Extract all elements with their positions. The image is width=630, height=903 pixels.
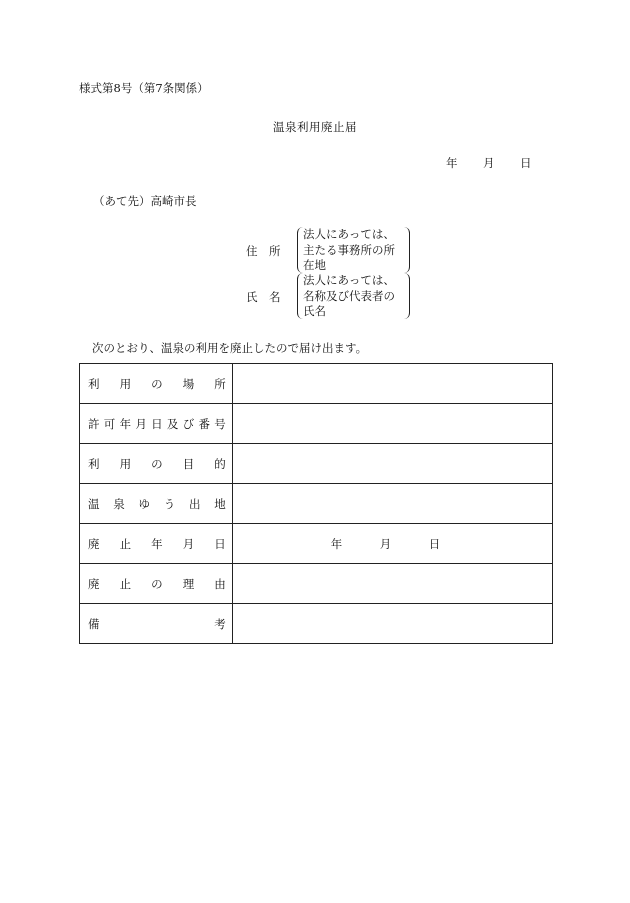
row-label-char: 用 <box>119 376 132 391</box>
row-label-char: 用 <box>119 456 132 471</box>
row-label-char: 温 <box>88 496 100 511</box>
row-label-cell <box>80 604 233 644</box>
address-note-line: 法人にあっては、 <box>303 227 395 241</box>
row-value-cell[interactable] <box>232 444 552 484</box>
row-value-cell[interactable] <box>232 524 552 564</box>
document-title: 温泉利用廃止届 <box>273 120 357 134</box>
table-row-abolition-reason <box>80 564 553 604</box>
row-label-char: 可 <box>103 416 116 431</box>
row-label-char: 止 <box>119 576 132 591</box>
row-label-char: 年 <box>119 416 132 431</box>
row-label-char: 廃 <box>88 536 100 551</box>
row-label-char: 考 <box>214 616 226 631</box>
name-label-char: 氏 <box>246 290 258 304</box>
address-label-char: 住 <box>246 244 258 258</box>
row-label-char: の <box>151 376 163 391</box>
date-day-label: 日 <box>520 156 532 170</box>
row-value-cell[interactable] <box>232 484 552 524</box>
table-row-remarks <box>80 604 553 644</box>
row-label-char: 月 <box>135 416 147 431</box>
row-label-char: 由 <box>214 576 226 591</box>
row-label-cell <box>80 444 233 484</box>
address-note-bracket <box>297 227 410 273</box>
date-month-label: 月 <box>483 156 495 170</box>
row-value-cell[interactable] <box>232 404 552 444</box>
abolition-date-month-label: 月 <box>379 536 392 551</box>
row-value-cell[interactable] <box>232 364 552 404</box>
row-label-char: 場 <box>182 376 195 391</box>
table-row-usage-location <box>80 364 553 404</box>
row-label-char: の <box>151 576 163 591</box>
address-label <box>246 243 281 259</box>
row-label-char: の <box>151 456 163 471</box>
row-label-char: 泉 <box>113 496 125 511</box>
form-number: 様式第8号（第7条関係） <box>79 81 209 95</box>
name-label-char: 名 <box>269 290 281 304</box>
row-label-char: 年 <box>151 536 163 551</box>
abolition-info-table <box>79 363 553 644</box>
date-year-label: 年 <box>446 156 458 170</box>
row-label-char: 日 <box>214 536 226 551</box>
name-note-line: 名称及び代表者の <box>303 288 395 303</box>
row-label-char: 及 <box>166 416 179 431</box>
name-note-bracket <box>297 273 410 319</box>
table-row-usage-purpose <box>80 444 553 484</box>
row-label-cell <box>80 564 233 604</box>
row-label <box>80 616 232 632</box>
row-label-cell <box>80 524 233 564</box>
row-label-char: 理 <box>182 576 195 591</box>
abolition-date-year-label: 年 <box>330 536 343 551</box>
row-label-char: 所 <box>214 376 226 391</box>
row-label-char: 止 <box>119 536 132 551</box>
name-label <box>246 289 281 305</box>
row-label-char: 出 <box>189 496 201 511</box>
row-label <box>80 576 232 592</box>
row-label-char: 的 <box>214 456 226 471</box>
row-label <box>80 456 232 472</box>
row-label-cell <box>80 364 233 404</box>
table-row-permit-date-number <box>80 404 553 444</box>
row-label-char: 地 <box>214 496 226 511</box>
table-row-abolition-date <box>80 524 553 564</box>
row-label-char: 月 <box>182 536 195 551</box>
abolition-date-value <box>233 536 552 552</box>
row-label-char: 許 <box>88 416 100 431</box>
table-row-spring-source <box>80 484 553 524</box>
row-label-char: 目 <box>182 456 195 471</box>
row-label-char: 日 <box>151 416 163 431</box>
row-label <box>80 416 232 432</box>
row-label-char: 号 <box>214 416 226 431</box>
abolition-date-day-label: 日 <box>428 536 441 551</box>
row-label-cell <box>80 404 233 444</box>
name-note-line: 法人にあっては、 <box>303 273 395 287</box>
row-label <box>80 496 232 512</box>
row-label-char: 備 <box>88 616 100 631</box>
row-label-char: ゆ <box>138 496 150 511</box>
row-label <box>80 536 232 552</box>
row-value-cell[interactable] <box>232 564 552 604</box>
row-label <box>80 376 232 392</box>
row-value-cell[interactable] <box>232 604 552 644</box>
submission-date <box>446 155 532 171</box>
address-note-line: 在地 <box>303 258 326 272</box>
row-label-char: う <box>163 496 176 511</box>
address-label-char: 所 <box>269 244 281 258</box>
address-note-line: 主たる事務所の所 <box>303 242 395 257</box>
row-label-char: 番 <box>198 416 210 431</box>
addressee: （あて先）高崎市長 <box>93 194 197 208</box>
statement-text: 次のとおり、温泉の利用を廃止したので届け出ます。 <box>92 341 368 355</box>
row-label-char: 利 <box>88 376 100 391</box>
row-label-char: 廃 <box>88 576 100 591</box>
row-label-char: び <box>182 416 195 431</box>
name-note-line: 氏名 <box>303 304 326 318</box>
row-label-cell <box>80 484 233 524</box>
row-label-char: 利 <box>88 456 100 471</box>
